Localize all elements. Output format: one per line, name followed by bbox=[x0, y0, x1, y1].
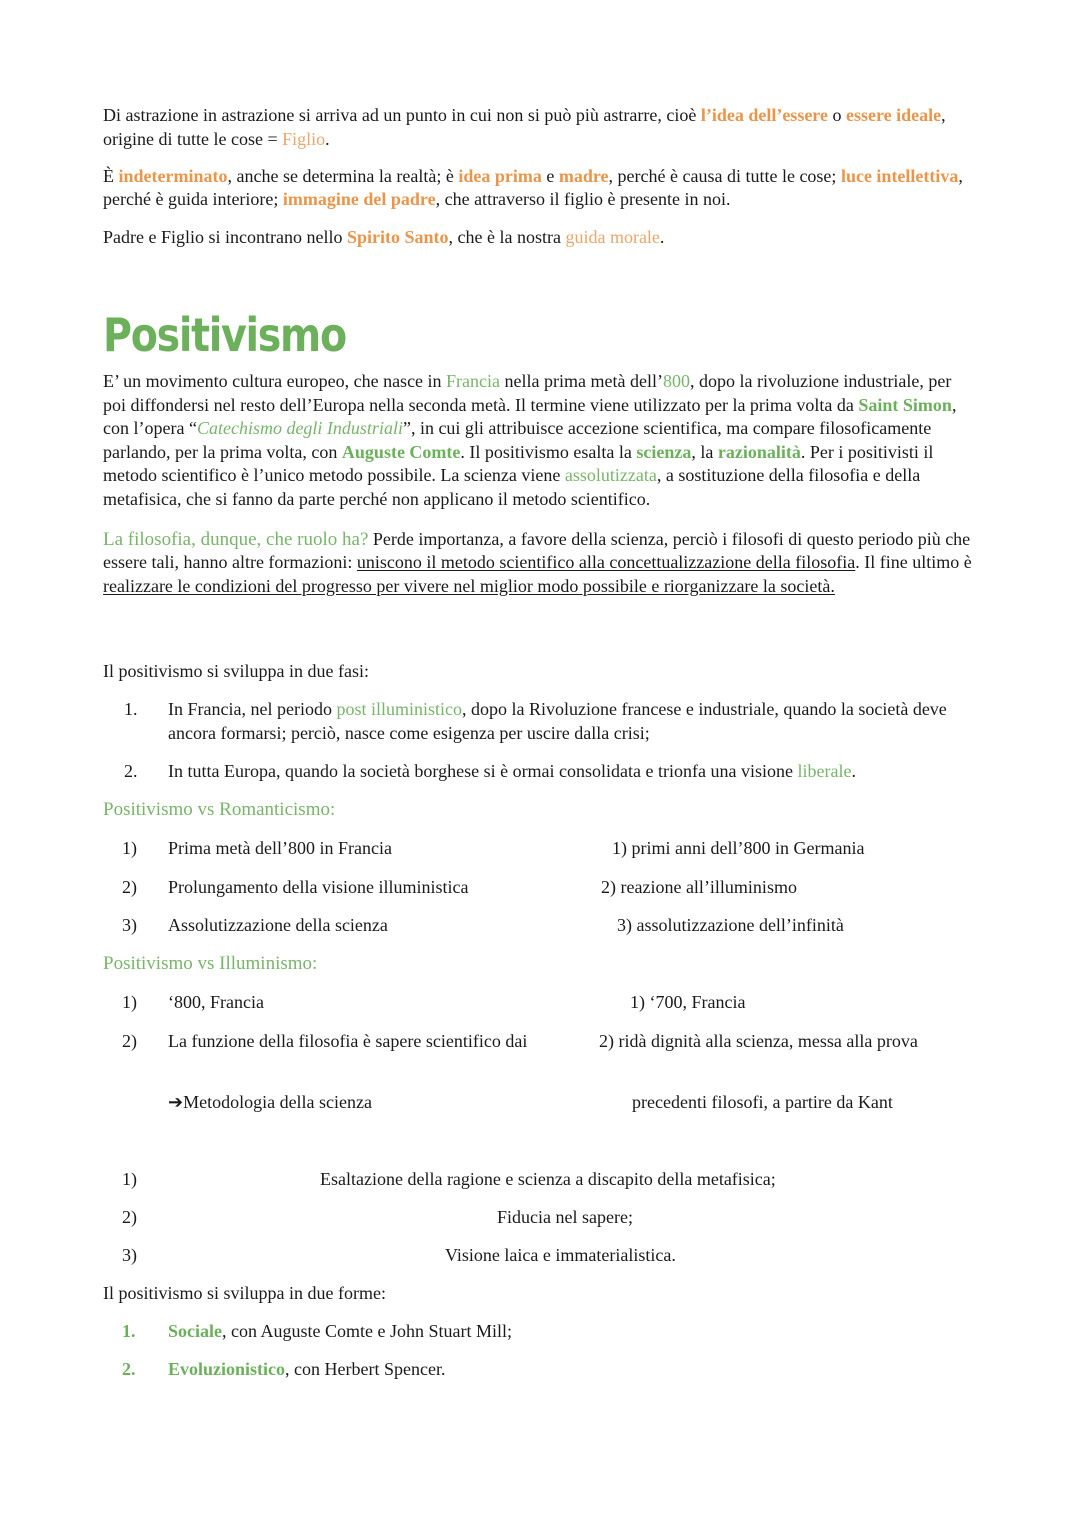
form-number: 1. bbox=[122, 1321, 136, 1341]
comparison-left-cell: La funzione della filosofia è sapere scientifico dai bbox=[168, 1031, 528, 1051]
comparison-number: 2) bbox=[122, 877, 137, 897]
phases-intro: Il positivismo si sviluppa in due fasi: bbox=[103, 661, 369, 681]
comparison-left-cell: ‘800, Francia bbox=[168, 992, 264, 1012]
comparison-right-cell: 1) ‘700, Francia bbox=[630, 992, 746, 1012]
forms-intro: Il positivismo si sviluppa in due forme: bbox=[103, 1283, 386, 1303]
comparison-left-cell: ➔Metodologia della scienza bbox=[168, 1092, 373, 1112]
comparison-romanticismo-title: Positivismo vs Romanticismo: bbox=[103, 799, 336, 820]
comparison-right-cell: 2) reazione all’illuminismo bbox=[601, 877, 797, 897]
phase-item: In Francia, nel periodo post illuministico, dopo la Rivoluzione francese e industriale, quando la società deve ancora formarsi; perciò, nasce come esigenza per uscire dalla crisi; bbox=[168, 699, 947, 743]
comparison-right-cell: 1) primi anni dell’800 in Germania bbox=[612, 838, 865, 858]
body-paragraph-1: E’ un movimento cultura europeo, che nasce in Francia nella prima metà dell’800, dopo la rivoluzione industriale, per poi diffondersi nel resto dell’Europa nella seconda metà. Il termine viene utilizzato per la prima volta da Saint Simon, con l’opera “Catechismo degli Industriali”, in cui gli attribuisce accezione scientifica, ma compare filosoficamente parlando, per la prima volta, con Auguste Comte. Il positivismo esalta la scienza, la razionalità. Per i positivisti il metodo scientifico è l’unico metodo possibile. La scienza viene assolutizzata, a sostituzione della filosofia e della metafisica, che si fanno da parte perché non applicano il metodo scientifico. bbox=[103, 371, 957, 509]
phase-number: 2. bbox=[124, 761, 138, 781]
trait-text: Visione laica e immaterialistica. bbox=[445, 1245, 676, 1265]
comparison-right-cell: precedenti filosofi, a partire da Kant bbox=[632, 1092, 893, 1112]
intro-paragraph-1: Di astrazione in astrazione si arriva ad un punto in cui non si può più astrarre, cioè l’idea dell’essere o essere ideale, origine di tutte le cose = Figlio. bbox=[103, 105, 946, 149]
intro-paragraph-2: È indeterminato, anche se determina la realtà; è idea prima e madre, perché è causa di tutte le cose; luce intellettiva, perché è guida interiore; immagine del padre, che attraverso il figlio è presente in noi. bbox=[103, 165, 963, 210]
form-number: 2. bbox=[122, 1359, 136, 1379]
comparison-illuminismo-title: Positivismo vs Illuminismo: bbox=[103, 953, 318, 974]
comparison-number: 1) bbox=[122, 838, 137, 858]
comparison-number: 3) bbox=[122, 915, 137, 935]
trait-number: 2) bbox=[122, 1207, 137, 1227]
body-paragraph-2: La filosofia, dunque, che ruolo ha? Perde importanza, a favore della scienza, perciò i filosofi di questo periodo più che essere tali, hanno altre formazioni: uniscono il metodo scientifico alla concettualizzazione della filosofia. Il fine ultimo è realizzare le condizioni del progresso per vivere nel miglior modo possibile e riorganizzare la società. bbox=[103, 528, 972, 596]
comparison-number: 1) bbox=[122, 992, 137, 1012]
comparison-number: 2) bbox=[122, 1031, 137, 1051]
phase-item: In tutta Europa, quando la società borghese si è ormai consolidata e trionfa una visione liberale. bbox=[168, 761, 856, 781]
comparison-left-cell: Assolutizzazione della scienza bbox=[168, 915, 388, 935]
comparison-right-cell: 2) ridà dignità alla scienza, messa alla prova bbox=[599, 1031, 918, 1051]
comparison-right-cell: 3) assolutizzazione dell’infinità bbox=[617, 915, 844, 935]
body-section bbox=[103, 370, 973, 598]
trait-number: 1) bbox=[122, 1169, 137, 1189]
intro-paragraph-3: Padre e Figlio si incontrano nello Spirito Santo, che è la nostra guida morale. bbox=[103, 226, 665, 247]
trait-text: Fiducia nel sapere; bbox=[497, 1207, 633, 1227]
comparison-left-cell: Prolungamento della visione illuministica bbox=[168, 877, 469, 897]
trait-number: 3) bbox=[122, 1245, 137, 1265]
form-item: Evoluzionistico, con Herbert Spencer. bbox=[168, 1359, 446, 1379]
phase-number: 1. bbox=[124, 699, 138, 719]
comparison-left-cell: Prima metà dell’800 in Francia bbox=[168, 838, 392, 858]
intro-section bbox=[103, 104, 973, 249]
form-item: Sociale, con Auguste Comte e John Stuart Mill; bbox=[168, 1321, 512, 1341]
trait-text: Esaltazione della ragione e scienza a discapito della metafisica; bbox=[320, 1169, 776, 1189]
page-title: Positivismo bbox=[103, 308, 346, 362]
